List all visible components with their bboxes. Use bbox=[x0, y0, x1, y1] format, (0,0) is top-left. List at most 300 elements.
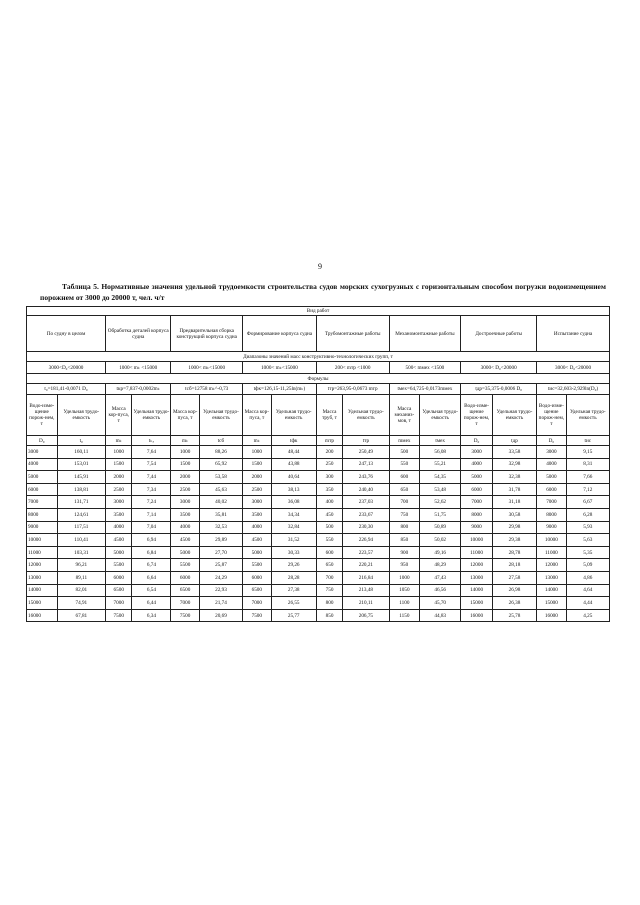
table-cell: 1000 bbox=[389, 571, 420, 584]
table-cell: 5000 bbox=[243, 546, 271, 559]
mass-range-cell: 200< mтр <1000 bbox=[316, 362, 389, 374]
table-cell: 3000 bbox=[171, 496, 199, 509]
column-symbol: tсб bbox=[199, 436, 242, 446]
ranges-title: Диапазоны значений масс конструктивно-технологических групп, т bbox=[27, 352, 610, 362]
table-cell: 12000 bbox=[461, 559, 493, 572]
table-cell: 1000 bbox=[243, 446, 271, 459]
table-cell: 850 bbox=[316, 609, 342, 622]
table-cell: 4500 bbox=[243, 534, 271, 547]
table-cell: 6000 bbox=[461, 483, 493, 496]
table-cell: 16000 bbox=[461, 609, 493, 622]
column-subheader: Удельная трудо-емкость bbox=[566, 395, 609, 436]
table-cell: 3000 bbox=[537, 446, 567, 459]
table-cell: 6000 bbox=[537, 483, 567, 496]
table-cell: 226,94 bbox=[343, 534, 389, 547]
table-cell: 13000 bbox=[27, 571, 58, 584]
table-row bbox=[27, 446, 610, 459]
table-cell: 44,83 bbox=[420, 609, 461, 622]
table-cell: 46,56 bbox=[420, 584, 461, 597]
column-subheader: Масса труб, т bbox=[316, 395, 342, 436]
table-cell: 800 bbox=[316, 597, 342, 610]
column-subheader: Водо-изме-щение порож-нем, т bbox=[461, 395, 493, 436]
table-cell: 200 bbox=[316, 446, 342, 459]
table-cell: 230,30 bbox=[343, 521, 389, 534]
table-cell: 7000 bbox=[171, 597, 199, 610]
column-symbol: D₀ bbox=[537, 436, 567, 446]
table-row bbox=[27, 458, 610, 471]
table-cell: 6,28 bbox=[566, 508, 609, 521]
table-cell: 50,02 bbox=[420, 534, 461, 547]
table-cell: 1000 bbox=[171, 446, 199, 459]
table-cell: 26,55 bbox=[271, 597, 316, 610]
table-cell: 1100 bbox=[389, 597, 420, 610]
table-cell: 7000 bbox=[461, 496, 493, 509]
table-cell: 650 bbox=[389, 483, 420, 496]
table-cell: 3000 bbox=[106, 496, 132, 509]
table-cell: 850 bbox=[389, 534, 420, 547]
column-symbol: tтр bbox=[343, 436, 389, 446]
table-cell: 223,57 bbox=[343, 546, 389, 559]
table-cell: 5,09 bbox=[566, 559, 609, 572]
table-cell: 5500 bbox=[171, 559, 199, 572]
table-cell: 15000 bbox=[537, 597, 567, 610]
formula-cell: tкр=7,837-0,0002mₖ bbox=[106, 384, 171, 395]
table-cell: 7500 bbox=[106, 609, 132, 622]
column-subheader: Удельная трудо-емкость bbox=[271, 395, 316, 436]
table-cell: 7,14 bbox=[132, 508, 171, 521]
table-cell: 40,02 bbox=[199, 496, 242, 509]
table-cell: 13000 bbox=[461, 571, 493, 584]
table-cell: 29,26 bbox=[271, 559, 316, 572]
table-cell: 8000 bbox=[537, 508, 567, 521]
table-cell: 65,92 bbox=[199, 458, 242, 471]
table-cell: 750 bbox=[389, 508, 420, 521]
table-cell: 900 bbox=[389, 546, 420, 559]
table-cell: 2500 bbox=[243, 483, 271, 496]
table-cell: 10000 bbox=[27, 534, 58, 547]
column-symbol: tмех bbox=[420, 436, 461, 446]
table-cell: 22,93 bbox=[199, 584, 242, 597]
table-cell: 5,35 bbox=[566, 546, 609, 559]
table-cell: 4000 bbox=[537, 458, 567, 471]
table-cell: 145,91 bbox=[57, 471, 105, 484]
table-cell: 10000 bbox=[461, 534, 493, 547]
table-cell: 8,31 bbox=[566, 458, 609, 471]
table-cell: 4,64 bbox=[566, 584, 609, 597]
table-cell: 31,52 bbox=[271, 534, 316, 547]
table-cell: 48,29 bbox=[420, 559, 461, 572]
table-cell: 32,38 bbox=[492, 471, 536, 484]
table-row bbox=[27, 584, 610, 597]
table-cell: 500 bbox=[316, 521, 342, 534]
table-cell: 43,88 bbox=[271, 458, 316, 471]
table-cell: 7,24 bbox=[132, 496, 171, 509]
table-row bbox=[27, 483, 610, 496]
table-cell: 74,91 bbox=[57, 597, 105, 610]
column-subheader: Удельная трудо-емкость bbox=[492, 395, 536, 436]
table-cell: 700 bbox=[389, 496, 420, 509]
table-cell: 250,49 bbox=[343, 446, 389, 459]
table-cell: 7000 bbox=[106, 597, 132, 610]
table-row bbox=[27, 597, 610, 610]
table-cell: 10000 bbox=[537, 534, 567, 547]
table-cell: 4000 bbox=[243, 521, 271, 534]
column-subheader: Масса кор-пуса, т bbox=[171, 395, 199, 436]
column-symbol: tдр bbox=[492, 436, 536, 446]
column-subheader: Удельная трудо-емкость bbox=[57, 395, 105, 436]
table-cell: 4500 bbox=[106, 534, 132, 547]
table-cell: 5500 bbox=[106, 559, 132, 572]
work-group-header: Трубомонтажные работы bbox=[316, 316, 389, 352]
table-cell: 6,67 bbox=[566, 496, 609, 509]
table-cell: 5000 bbox=[27, 471, 58, 484]
table-cell: 48,44 bbox=[271, 446, 316, 459]
table-cell: 29,38 bbox=[492, 534, 536, 547]
table-cell: 32,53 bbox=[199, 521, 242, 534]
table-row bbox=[27, 546, 610, 559]
table-cell: 27,38 bbox=[271, 584, 316, 597]
table-cell: 2500 bbox=[106, 483, 132, 496]
work-group-header: Обработка деталей корпуса судна bbox=[106, 316, 171, 352]
table-cell: 6500 bbox=[243, 584, 271, 597]
table-cell: 6,94 bbox=[132, 534, 171, 547]
formula-cell: tис=32,603-2,929ln(D₀) bbox=[537, 384, 610, 395]
table-cell: 1500 bbox=[171, 458, 199, 471]
table-cell: 7,34 bbox=[132, 483, 171, 496]
table-cell: 240,40 bbox=[343, 483, 389, 496]
column-subheader: Водо-изме-щение порож-нем, т bbox=[27, 395, 58, 436]
column-symbol: mₖ bbox=[171, 436, 199, 446]
table-cell: 600 bbox=[389, 471, 420, 484]
table-cell: 55,21 bbox=[420, 458, 461, 471]
table-cell: 216,84 bbox=[343, 571, 389, 584]
table-cell: 4000 bbox=[461, 458, 493, 471]
table-row bbox=[27, 496, 610, 509]
table-cell: 27,70 bbox=[199, 546, 242, 559]
table-cell: 1500 bbox=[106, 458, 132, 471]
table-cell: 3000 bbox=[461, 446, 493, 459]
column-subheader: Масса кор-пуса, т bbox=[106, 395, 132, 436]
table-cell: 4000 bbox=[106, 521, 132, 534]
table-cell: 88,26 bbox=[199, 446, 242, 459]
table-cell: 6000 bbox=[27, 483, 58, 496]
table-cell: 7000 bbox=[243, 597, 271, 610]
table-cell: 14000 bbox=[537, 584, 567, 597]
column-symbol: mтр bbox=[316, 436, 342, 446]
formulas-title: Формулы bbox=[27, 374, 610, 384]
column-subheader: Масса механиз-мов, т bbox=[389, 395, 420, 436]
table-cell: 12000 bbox=[27, 559, 58, 572]
table-cell: 24,29 bbox=[199, 571, 242, 584]
work-group-header: Формирование корпуса судна bbox=[243, 316, 317, 352]
table-cell: 28,78 bbox=[492, 546, 536, 559]
table-cell: 31,18 bbox=[492, 496, 536, 509]
table-cell: 38,13 bbox=[271, 483, 316, 496]
table-cell: 25,77 bbox=[271, 609, 316, 622]
table-cell: 3500 bbox=[243, 508, 271, 521]
table-cell: 11000 bbox=[537, 546, 567, 559]
table-cell: 2500 bbox=[171, 483, 199, 496]
table-cell: 7,64 bbox=[132, 446, 171, 459]
table-cell: 237,03 bbox=[343, 496, 389, 509]
table-cell: 6,84 bbox=[132, 546, 171, 559]
table-cell: 28,18 bbox=[492, 559, 536, 572]
table-cell: 7500 bbox=[243, 609, 271, 622]
mass-range-cell: 1000< mₖ <15000 bbox=[106, 362, 171, 374]
table-cell: 6,34 bbox=[132, 609, 171, 622]
table-cell: 3500 bbox=[106, 508, 132, 521]
table-cell: 13000 bbox=[537, 571, 567, 584]
table-cell: 213,48 bbox=[343, 584, 389, 597]
table-cell: 6,44 bbox=[132, 597, 171, 610]
column-subheader: Удельная трудо-емкость bbox=[132, 395, 171, 436]
table-cell: 2000 bbox=[106, 471, 132, 484]
column-symbol: mₖ bbox=[106, 436, 132, 446]
table-cell: 7,44 bbox=[132, 471, 171, 484]
table-cell: 53,58 bbox=[199, 471, 242, 484]
table-cell: 15000 bbox=[461, 597, 493, 610]
table-row bbox=[27, 521, 610, 534]
table-cell: 117,51 bbox=[57, 521, 105, 534]
table-cell: 25,78 bbox=[492, 609, 536, 622]
table-row bbox=[27, 508, 610, 521]
work-group-header: Механомонтажные работы bbox=[389, 316, 461, 352]
formula-cell: tтр=263,95-0,0673 mтр bbox=[316, 384, 389, 395]
table-cell: 4000 bbox=[27, 458, 58, 471]
column-symbol: tис bbox=[566, 436, 609, 446]
table-cell: 7000 bbox=[537, 496, 567, 509]
work-group-header: Испытание судна bbox=[537, 316, 610, 352]
table-cell: 550 bbox=[389, 458, 420, 471]
table-cell: 8000 bbox=[461, 508, 493, 521]
table-cell: 400 bbox=[316, 496, 342, 509]
table-cell: 53,48 bbox=[420, 483, 461, 496]
table-cell: 25,87 bbox=[199, 559, 242, 572]
table-cell: 6,54 bbox=[132, 584, 171, 597]
table-cell: 7,04 bbox=[132, 521, 171, 534]
table-cell: 7,66 bbox=[566, 471, 609, 484]
table-cell: 800 bbox=[389, 521, 420, 534]
table-cell: 45,63 bbox=[199, 483, 242, 496]
norms-table bbox=[26, 306, 610, 622]
table-cell: 21,74 bbox=[199, 597, 242, 610]
table-cell: 3000 bbox=[243, 496, 271, 509]
column-subheader: Удельная трудо-емкость bbox=[420, 395, 461, 436]
table-row bbox=[27, 609, 610, 622]
table-cell: 243,76 bbox=[343, 471, 389, 484]
table-cell: 45,70 bbox=[420, 597, 461, 610]
table-cell: 28,28 bbox=[271, 571, 316, 584]
table-cell: 82,01 bbox=[57, 584, 105, 597]
table-cell: 103,31 bbox=[57, 546, 105, 559]
table-cell: 750 bbox=[316, 584, 342, 597]
table-cell: 6000 bbox=[243, 571, 271, 584]
table-cell: 5000 bbox=[171, 546, 199, 559]
table-cell: 550 bbox=[316, 534, 342, 547]
table-cell: 4000 bbox=[171, 521, 199, 534]
table-cell: 7,12 bbox=[566, 483, 609, 496]
table-cell: 9,15 bbox=[566, 446, 609, 459]
page-number: 9 bbox=[318, 262, 322, 271]
table-cell: 47,43 bbox=[420, 571, 461, 584]
table-cell: 67,81 bbox=[57, 609, 105, 622]
table-cell: 20,69 bbox=[199, 609, 242, 622]
table-cell: 206,75 bbox=[343, 609, 389, 622]
table-cell: 26,98 bbox=[492, 584, 536, 597]
table-cell: 7000 bbox=[27, 496, 58, 509]
table-cell: 6000 bbox=[106, 571, 132, 584]
table-cell: 16000 bbox=[537, 609, 567, 622]
table-cell: 3000 bbox=[27, 446, 58, 459]
table-caption: Таблица 5. Нормативные значения удельной трудоемкости строительства судов морских сухогрузных с горизонтальным способом погрузки водоизмещением порожнем от 3000 до 20000 т, чел. ч/т bbox=[40, 282, 606, 302]
table-row bbox=[27, 571, 610, 584]
mass-range-cell: 500< mмех <1500 bbox=[389, 362, 461, 374]
formula-cell: tмех=64,725-0,0173mмех bbox=[389, 384, 461, 395]
table-cell: 247,13 bbox=[343, 458, 389, 471]
table-cell: 950 bbox=[389, 559, 420, 572]
column-symbol: t₀ bbox=[57, 436, 105, 446]
table-row bbox=[27, 559, 610, 572]
table-cell: 36,08 bbox=[271, 496, 316, 509]
mass-range-cell: 3000< D₀<20000 bbox=[537, 362, 610, 374]
table-cell: 6500 bbox=[171, 584, 199, 597]
table-cell: 5000 bbox=[461, 471, 493, 484]
table-cell: 51,75 bbox=[420, 508, 461, 521]
table-cell: 233,67 bbox=[343, 508, 389, 521]
table-cell: 35,81 bbox=[199, 508, 242, 521]
table-cell: 7500 bbox=[171, 609, 199, 622]
table-cell: 350 bbox=[316, 483, 342, 496]
work-type-title: Вид работ bbox=[27, 307, 610, 316]
table-cell: 14000 bbox=[461, 584, 493, 597]
table-cell: 29,98 bbox=[492, 521, 536, 534]
table-cell: 1050 bbox=[389, 584, 420, 597]
table-cell: 220,21 bbox=[343, 559, 389, 572]
table-cell: 110,41 bbox=[57, 534, 105, 547]
table-cell: 9000 bbox=[461, 521, 493, 534]
table-cell: 30,33 bbox=[271, 546, 316, 559]
table-cell: 4,44 bbox=[566, 597, 609, 610]
column-symbol: mмех bbox=[389, 436, 420, 446]
formula-cell: tфк=126,15-11,25ln(mₖ) bbox=[243, 384, 317, 395]
column-subheader: Удельная трудо-емкость bbox=[199, 395, 242, 436]
table-cell: 210,11 bbox=[343, 597, 389, 610]
table-cell: 52,62 bbox=[420, 496, 461, 509]
table-cell: 29,89 bbox=[199, 534, 242, 547]
table-cell: 32,98 bbox=[492, 458, 536, 471]
table-cell: 9000 bbox=[27, 521, 58, 534]
table-cell: 250 bbox=[316, 458, 342, 471]
table-cell: 2000 bbox=[171, 471, 199, 484]
table-cell: 4,25 bbox=[566, 609, 609, 622]
table-cell: 96,21 bbox=[57, 559, 105, 572]
table-cell: 300 bbox=[316, 471, 342, 484]
work-group-header: По судну в целом bbox=[27, 316, 106, 352]
table-cell: 2000 bbox=[243, 471, 271, 484]
table-row bbox=[27, 471, 610, 484]
table-cell: 138,81 bbox=[57, 483, 105, 496]
mass-range-cell: 3000<D₀<20000 bbox=[27, 362, 106, 374]
table-cell: 1500 bbox=[243, 458, 271, 471]
column-symbol: D₀ bbox=[27, 436, 58, 446]
table-cell: 4,86 bbox=[566, 571, 609, 584]
table-cell: 16000 bbox=[27, 609, 58, 622]
table-cell: 6,74 bbox=[132, 559, 171, 572]
table-cell: 153,01 bbox=[57, 458, 105, 471]
table-cell: 56,08 bbox=[420, 446, 461, 459]
mass-range-cell: 3000< D₀<20000 bbox=[461, 362, 537, 374]
table-cell: 4500 bbox=[171, 534, 199, 547]
table-cell: 40,64 bbox=[271, 471, 316, 484]
table-cell: 5500 bbox=[243, 559, 271, 572]
formula-cell: tсб=12758 mₖ^-0,73 bbox=[171, 384, 243, 395]
table-row bbox=[27, 534, 610, 547]
table-cell: 27,58 bbox=[492, 571, 536, 584]
table-cell: 131,71 bbox=[57, 496, 105, 509]
table-cell: 160,11 bbox=[57, 446, 105, 459]
column-symbol: D₀ bbox=[461, 436, 493, 446]
table-cell: 5,93 bbox=[566, 521, 609, 534]
table-cell: 50,89 bbox=[420, 521, 461, 534]
formula-cell: t₀=181,41-0,0071 D₀ bbox=[27, 384, 106, 395]
table-cell: 5000 bbox=[106, 546, 132, 559]
table-cell: 30,58 bbox=[492, 508, 536, 521]
table-cell: 33,58 bbox=[492, 446, 536, 459]
work-group-header: Достроечные работы bbox=[461, 316, 537, 352]
table-cell: 3500 bbox=[171, 508, 199, 521]
table-cell: 9000 bbox=[537, 521, 567, 534]
table-cell: 7,54 bbox=[132, 458, 171, 471]
table-cell: 5,63 bbox=[566, 534, 609, 547]
table-cell: 31,78 bbox=[492, 483, 536, 496]
table-cell: 650 bbox=[316, 559, 342, 572]
table-cell: 6500 bbox=[106, 584, 132, 597]
table-cell: 11000 bbox=[461, 546, 493, 559]
table-cell: 6000 bbox=[171, 571, 199, 584]
column-symbol: mₖ bbox=[243, 436, 271, 446]
table-cell: 54,35 bbox=[420, 471, 461, 484]
mass-range-cell: 1000< mₖ<15000 bbox=[171, 362, 243, 374]
table-cell: 34,34 bbox=[271, 508, 316, 521]
column-symbol: tфк bbox=[271, 436, 316, 446]
table-cell: 5000 bbox=[537, 471, 567, 484]
table-cell: 32,84 bbox=[271, 521, 316, 534]
table-cell: 500 bbox=[389, 446, 420, 459]
table-cell: 8000 bbox=[27, 508, 58, 521]
table-cell: 49,16 bbox=[420, 546, 461, 559]
table-cell: 1000 bbox=[106, 446, 132, 459]
table-cell: 1150 bbox=[389, 609, 420, 622]
column-subheader: Масса кор-пуса, т bbox=[243, 395, 271, 436]
table-cell: 11000 bbox=[27, 546, 58, 559]
table-cell: 6,64 bbox=[132, 571, 171, 584]
mass-range-cell: 1000< mₖ<15000 bbox=[243, 362, 317, 374]
table-cell: 450 bbox=[316, 508, 342, 521]
table-cell: 26,38 bbox=[492, 597, 536, 610]
table-cell: 700 bbox=[316, 571, 342, 584]
table-cell: 124,61 bbox=[57, 508, 105, 521]
table-cell: 89,11 bbox=[57, 571, 105, 584]
formula-cell: tдр=35,375-0,0006 D₀ bbox=[461, 384, 537, 395]
table-cell: 12000 bbox=[537, 559, 567, 572]
table-cell: 600 bbox=[316, 546, 342, 559]
table-cell: 14000 bbox=[27, 584, 58, 597]
column-subheader: Водо-изме-щение порож-нем, т bbox=[537, 395, 567, 436]
column-subheader: Удельная трудо-емкость bbox=[343, 395, 389, 436]
work-group-header: Предварительная сборка конструкций корпуса судна bbox=[171, 316, 243, 352]
table-cell: 15000 bbox=[27, 597, 58, 610]
column-symbol: tₖₓ bbox=[132, 436, 171, 446]
